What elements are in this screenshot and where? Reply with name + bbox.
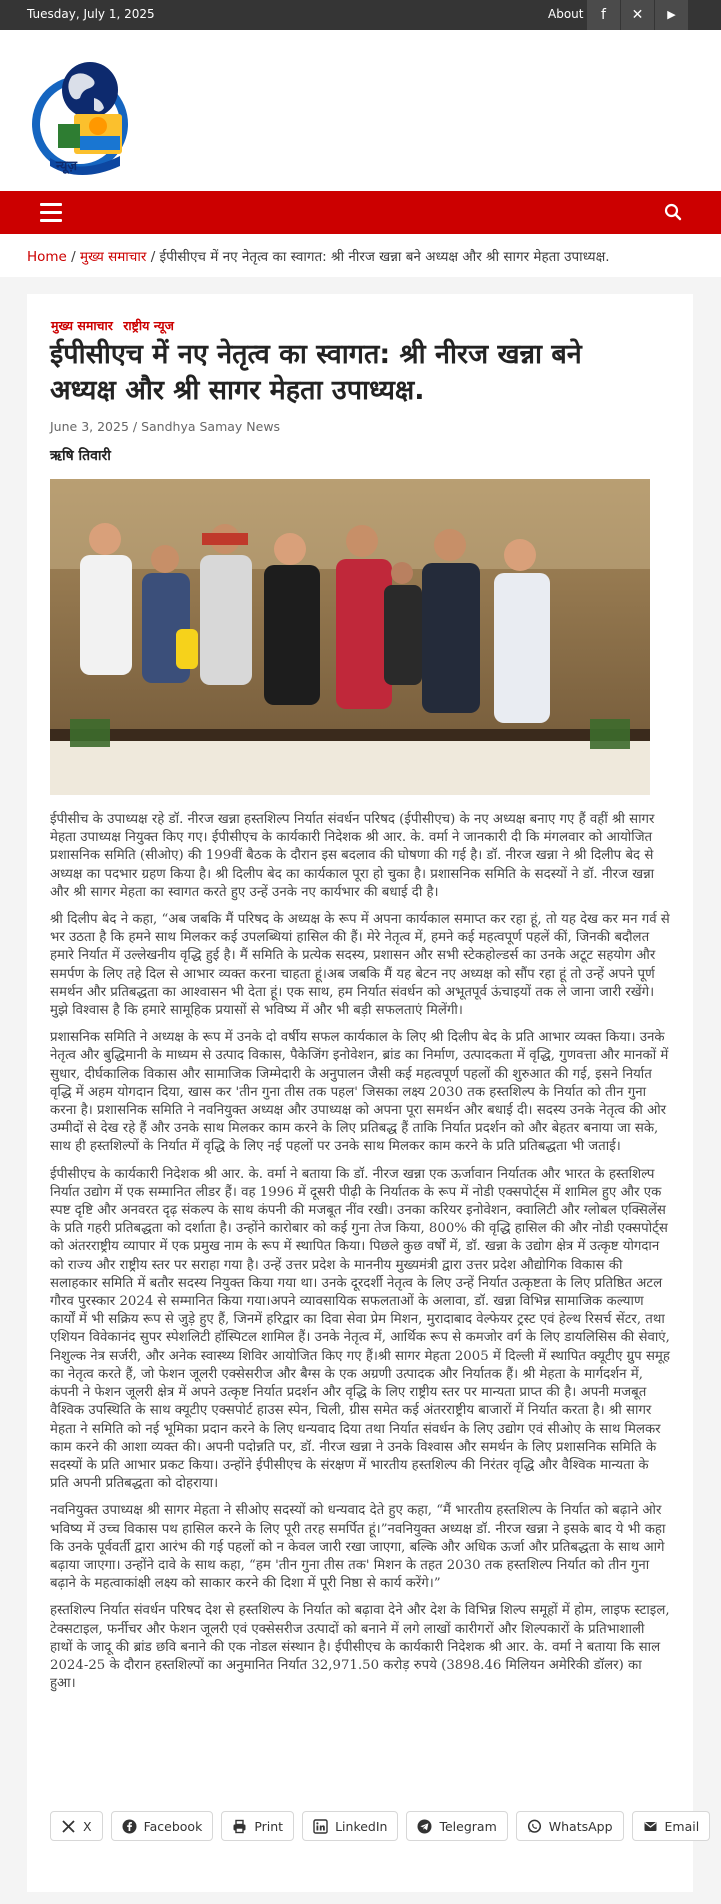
breadcrumb-category[interactable]: मुख्य समाचार [80, 249, 147, 265]
facebook-icon [122, 1819, 137, 1834]
category-link[interactable]: मुख्य समाचार [51, 318, 113, 333]
share-label: X [83, 1818, 92, 1834]
share-label: LinkedIn [335, 1818, 388, 1834]
post-date[interactable]: June 3, 2025 [50, 419, 129, 434]
printer-icon [232, 1819, 247, 1834]
share-label: Facebook [143, 1818, 203, 1834]
article-paragraph: हस्तशिल्प निर्यात संवर्धन परिषद देश से हस्तशिल्प के निर्यात को बढ़ावा देने और देश के विभिन्न शिल्प समूहों में होम, लाइफ स्टाइल, टेक्सटाइल, फर्नीचर और फेशन जूलरी एवं एक्सेसरीज उत्पादों को बनाने में लगे लाखों कारीगरों और शिल्पकारों के प्रतिभाशाली हाथों के जादू की ब्रांड छवि बनाने की एक नोडल संस्थान है। ईपीसीएच के कार्यकारी निदेशक श्री आर. के. वर्मा ने बताया कि साल 2024-25 के दौरान हस्तशिल्पों का अनुमानित निर्यात 32,971.50 करोड़ रुपये (3898.46 मिलियन अमेरिकी डॉलर) का हुआ। [50, 1603, 670, 1692]
featured-image [50, 479, 650, 795]
article-paragraph: श्री दिलीप बेद ने कहा, “अब जबकि मैं परिषद के अध्यक्ष के रूप में अपना कार्यकाल समाप्त कर रहा हूं, तो यह देख कर मन गर्व से भर उठता है कि हमने साथ मिलकर कई उपलब्धियां हासिल की हैं। मेरे नेतृत्व में, हमने कई महत्वपूर्ण पहलें कीं, जिनकी बदौलत हमारे निर्यात में उल्लेखनीय वृद्धि हुई है। मैं समिति के प्रत्येक सदस्य, प्रशासन और सभी स्टेकहोल्डर्स का उनके अटूट सहयोग और समर्पण के लिए तहे दिल से आभार व्यक्त करना चाहता हूं।अब जबकि मैं यह बेटन नए अध्यक्ष को सौंप रहा हूं तो उन्हें अपने पूर्ण समर्थन और प्रतिबद्धता का आश्वासन भी देता हूं। एक साथ, हम निर्यात संवर्धन को अभूतपूर्व ऊंचाइयों तक ले जाना जारी रखेंगे। मुझे विश्वास है कि हमारे सामूहिक प्रयासों से भविष्य में और भी बड़ी सफलताएं मिलेंगी। [50, 912, 670, 1019]
breadcrumb [0, 234, 721, 277]
meta-separator: / [128, 419, 142, 434]
share-telegram-button[interactable] [406, 1811, 507, 1841]
email-icon [643, 1819, 658, 1834]
breadcrumb-separator: / [66, 249, 81, 265]
share-linkedin-button[interactable] [302, 1811, 398, 1841]
share-print-button[interactable] [221, 1811, 294, 1841]
share-label: Print [254, 1818, 284, 1834]
x-icon [61, 1819, 76, 1834]
article-meta [50, 419, 280, 434]
post-source[interactable]: Sandhya Samay News [141, 419, 281, 434]
share-bar [50, 1811, 710, 1841]
share-label: WhatsApp [548, 1818, 613, 1834]
article-paragraph: ईपीसीएच के कार्यकारी निदेशक श्री आर. के. वर्मा ने बताया कि डॉ. नीरज खन्ना एक ऊर्जावान निर्यातक और भारत के हस्तशिल्प निर्यात उद्योग में एक सम्मानित लीडर हैं। वह 1996 में दूसरी पीढ़ी के निर्यातक के रूप में नोडी एक्सपोर्ट्स में शामिल हुए और एक स्पष्ट दृष्टि और अनवरत दृढ़ संकल्प के साथ कंपनी की मजबूत नींव रखी। उनका करियर इनोवेशन, क्वालिटी और ग्लोबल एक्सिलेंस के प्रति गहरी प्रतिबद्धता को दर्शाता है। उन्होंने कारोबार को कई गुना तेज किया, 800% की वृद्धि हासिल की और नोडी एक्सपोर्ट्स को अंतरराष्ट्रीय व्यापार में एक प्रमुख नाम के रूप में स्थापित किया। पिछले कुछ वर्षों में, डॉ. खन्ना के उद्योग क्षेत्र में उत्कृष्ट योगदान को राज्य और राष्ट्रीय स्तर पर सराहा गया है। उन्हें उत्तर प्रदेश के माननीय मुख्यमंत्री द्वारा उत्तर प्रदेश औद्योगिक विकास की सलाहकार समिति में बतौर सदस्य नियुक्त किया गया था। उनके दूरदर्शी नेतृत्व के लिए उन्हें निर्यात उत्कृष्टता के लिए प्रतिष्ठित अटल गौरव पुरस्कार 2024 से सम्मानित किया गया।अपने व्यावसायिक सफलताओं के अलावा, डॉ. खन्ना विभिन्न सामाजिक कल्याण कार्यों में भी सक्रिय रूप से जुड़े हुए हैं, जिनमें हरिद्वार का दिवा सेवा प्रेम मिशन, मुरादाबाद वेल्फेयर ट्रस्ट एवं हेल्थ रिसर्च सेंटर, तथा एशियन विवेकानंद सुपर स्पेशलिटी हॉस्पिटल शामिल हैं। उनके नेतृत्व में, आर्थिक रूप से कमजोर वर्ग के लिए डायलिसिस की सेवाएं, निशुल्क नेत्र सर्जरी, और अनेक स्वास्थ्य शिविर आयोजित किए गए हैं।श्री सागर मेहता 2005 में दिल्ली में स्थापित क्यूटीए ग्रुप समूह का नेतृत्व करते हैं, जो फेशन जूलरी एक्सेसरीज और बैग्स के एक अग्रणी उत्पादक और निर्यातक हैं। श्री मेहता के मार्गदर्शन में, कंपनी ने फेशन जूलरी क्षेत्र में अपने उत्कृष्ट निर्यात प्रदर्शन और वृद्धि के लिए राष्ट्रीय स्तर पर मान्यता प्राप्त की है। अपनी मजबूत वैश्विक उपस्थिति के साथ क्यूटीए एक्सपोर्ट हाउस स्पेन, चिली, ग्रीस समेत कई अंतरराष्ट्रीय बाजारों में निर्यात करता है। श्री सागर मेहता ने समिति को नई भूमिका प्रदान करने के लिए धन्यवाद दिया तथा निर्यात संवर्धन के लिए उद्योग एवं सीओए के साथ मिलकर काम करने की आशा व्यक्त की। अपनी पदोन्नति पर, डॉ. नीरज खन्ना ने उनके विश्वास और समर्थन के लिए प्रशासनिक समिति के सदस्यों के प्रति आभार प्रकट किया। उन्होंने ईपीसीएच के संरक्षण में भारतीय हस्तशिल्प की निरंतर वृद्धि और वैश्विक मान्यता के प्रति अपनी प्रतिबद्धता को दोहराया। [50, 1166, 670, 1492]
share-whatsapp-button[interactable] [516, 1811, 624, 1841]
site-logo[interactable] [28, 58, 132, 180]
article-title: ईपीसीएच में नए नेतृत्व का स्वागत: श्री नीरज खन्ना बने अध्यक्ष और श्री सागर मेहता उपाध्यक्ष. [50, 339, 582, 406]
facebook-icon[interactable]: f [587, 0, 620, 30]
article-body [50, 811, 670, 1702]
author-name: ऋषि तिवारी [50, 448, 111, 464]
share-x-button[interactable] [50, 1811, 103, 1841]
current-date: Tuesday, July 1, 2025 [27, 7, 155, 21]
article-paragraph: प्रशासनिक समिति ने अध्यक्ष के रूप में उनके दो वर्षीय सफल कार्यकाल के लिए श्री दिलीप बेद के प्रति आभार व्यक्त किया। उनके नेतृत्व और बुद्धिमानी के माध्यम से उत्पाद विकास, पैकेजिंग इनोवेशन, ब्रांड का निर्माण, उत्पादकता में वृद्धि, गुणवत्ता और मानकों में सुधार, दीर्घकालिक विकास और सामाजिक जिम्मेदारी के अनुपालन जैसी कई महत्वपूर्ण पहलों की शुरुआत की गई, इसने निर्यात वृद्धि में अहम योगदान दिया, खास कर 'तीन गुना तीस तक पहल' जिसका लक्ष्य 2030 तक हस्तशिल्प के निर्यात को तीन गुना करना है। प्रशासनिक समिति ने नवनियुक्त अध्यक्ष और उपाध्यक्ष को अपना पूरा समर्थन और बधाई दी। सदस्य उनके नेतृत्व की ओर उम्मीदों से देख रहे हैं और उनके साथ मिलकर काम करने के लिए प्रतिबद्ध हैं ताकि निर्यात प्रदर्शन को और बेहतर बनाया जा सके, साथ ही हस्तशिल्पों के निर्यात में वृद्धि के लिए नई पहलों पर उनके साथ मिलकर काम करने के प्रति प्रतिबद्धता भी जताई। [50, 1030, 669, 1155]
share-label: Telegram [439, 1818, 497, 1834]
linkedin-icon [313, 1819, 328, 1834]
main-navbar [0, 191, 721, 234]
youtube-icon[interactable]: ▶ [655, 0, 688, 30]
share-email-button[interactable] [632, 1811, 711, 1841]
top-bar [0, 0, 721, 30]
x-icon[interactable]: ✕ [621, 0, 654, 30]
share-label: Email [664, 1818, 700, 1834]
telegram-icon [417, 1819, 432, 1834]
about-link[interactable]: About [548, 7, 584, 21]
article-categories [51, 317, 180, 334]
masthead [0, 30, 721, 191]
share-facebook-button[interactable] [111, 1811, 214, 1841]
article-paragraph: ईपीसीच के उपाध्यक्ष रहे डॉ. नीरज खन्ना हस्तशिल्प निर्यात संवर्धन परिषद (ईपीसीएच) के नए अध्यक्ष बनाए गए हैं वहीं श्री सागर मेहता उपाध्यक्ष नियुक्त किए गए। ईपीसीएच के कार्यकारी निदेशक श्री आर. के. वर्मा ने जानकारी दी कि मंगलवार को आयोजित प्रशासनिक समिति (सीओए) की 199वीं बैठक के दौरान इस बदलाव की घोषणा की गई है। डॉ. नीरज खन्ना ने श्री दिलीप बेद से अध्यक्ष का पदभार ग्रहण किया है। श्री दिलीप बेद का कार्यकाल पूरा हो चुका है। प्रशासनिक समिति के सदस्यों ने डॉ. नीरज खन्ना और श्री सागर मेहता का स्वागत करते हुए उन्हें उनके नए कार्यभार की बधाई दी है। [50, 812, 655, 900]
logo-text: न्यूज़ [56, 159, 78, 174]
category-link[interactable]: राष्ट्रीय न्यूज [123, 318, 174, 333]
breadcrumb-home[interactable]: Home [27, 249, 67, 265]
article-paragraph: नवनियुक्त उपाध्यक्ष श्री सागर मेहता ने सीओए सदस्यों को धन्यवाद देते हुए कहा, “मैं भारतीय हस्तशिल्प के निर्यात को बढ़ाने ओर भविष्य में उच्च विकास पथ हासिल करने के लिए पूरी तरह समर्पित हूं।”नवनियुक्त अध्यक्ष डॉ. नीरज खन्ना ने इसके बाद ये भी कहा कि उनके पूर्ववर्ती द्वारा आरंभ की गई पहलों को न केवल जारी रखा जाएगा, बल्कि और अधिक ऊर्जा और प्रतिबद्धता के साथ आगे बढ़ाया जाएगा। उन्होंने दावे के साथ कहा, “हम 'तीन गुना तीस तक' मिशन के तहत 2030 तक हस्तशिल्प निर्यात को तीन गुना बढ़ाने के महत्वाकांक्षी लक्ष्य को साकार करने की दिशा में पूरी निष्ठा से कार्य करेंगे।” [50, 1503, 666, 1592]
menu-icon[interactable] [40, 203, 62, 222]
whatsapp-icon [527, 1819, 542, 1834]
search-icon[interactable] [664, 203, 682, 221]
breadcrumb-separator: / [146, 249, 160, 265]
breadcrumb-current: ईपीसीएच में नए नेतृत्व का स्वागत: श्री नीरज खन्ना बने अध्यक्ष और श्री सागर मेहता उपाध्यक्ष. [159, 249, 610, 265]
